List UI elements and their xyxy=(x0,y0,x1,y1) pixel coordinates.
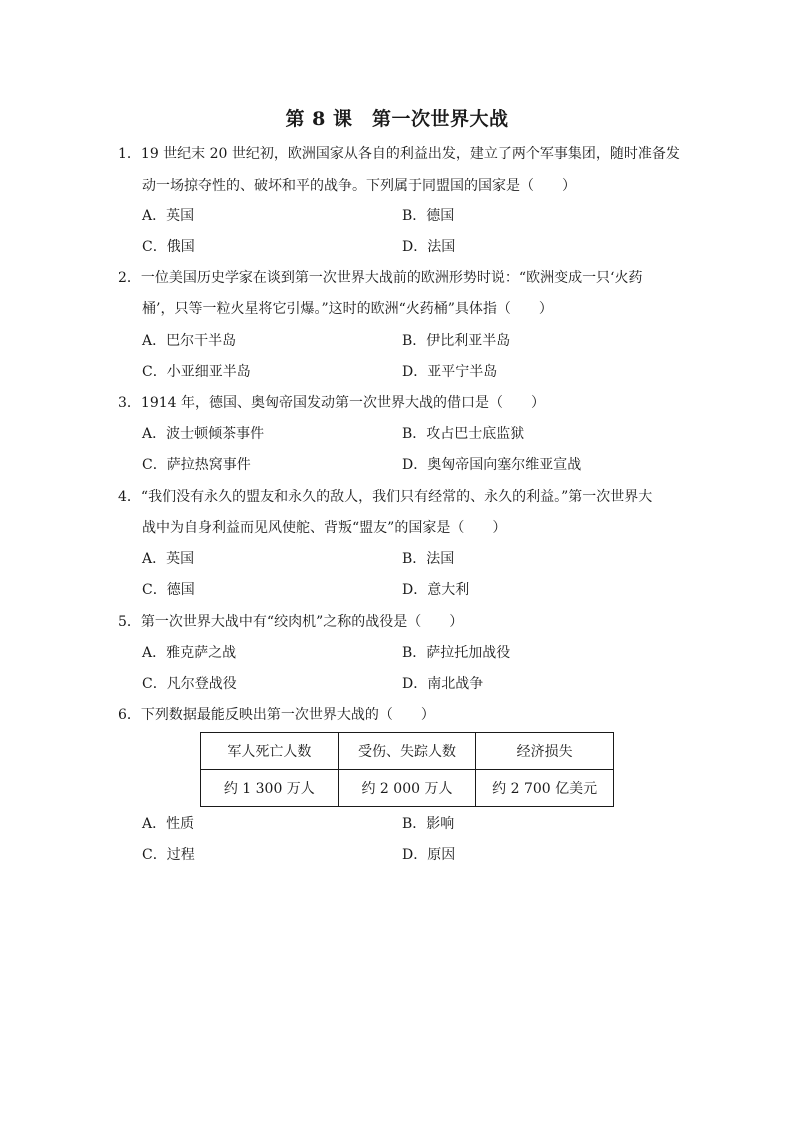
question-4-stem-line-1: 4．“我们没有永久的盟友和永久的敌人，我们只有经常的、永久的利益。”第一次世界大 xyxy=(118,489,653,505)
question-2-stem-line-1: 2．一位美国历史学家在谈到第一次世界大战前的欧洲形势时说：“欧洲变成一只‘火药 xyxy=(118,270,643,286)
table-header-row xyxy=(201,733,614,770)
question-1-stem-line-1: 1．19 世纪末 20 世纪初，欧洲国家从各自的利益出发，建立了两个军事集团，随时准备发 xyxy=(118,146,680,162)
question-2-option-b: B．伊比利亚半岛 xyxy=(402,333,511,349)
question-4-stem-line-2: 战中为自身利益而见风使舵、背叛“盟友”的国家是（ ） xyxy=(142,520,507,536)
table-cell: 约 1 300 万人 xyxy=(201,770,339,807)
table-row xyxy=(201,770,614,807)
question-2-stem-line-2: 桶’，只等一粒火星将它引爆。”这时的欧洲“火药桶”具体指（ ） xyxy=(142,301,553,317)
table-header-cell: 受伤、失踪人数 xyxy=(338,733,476,770)
question-3-option-c: C．萨拉热窝事件 xyxy=(142,457,251,473)
question-2-option-c: C．小亚细亚半岛 xyxy=(142,364,251,380)
question-4-option-b: B．法国 xyxy=(402,551,455,567)
question-6-option-c: C．过程 xyxy=(142,847,195,863)
question-3-option-b: B．攻占巴士底监狱 xyxy=(402,426,525,442)
question-3-stem-line-1: 3．1914 年，德国、奥匈帝国发动第一次世界大战的借口是（ ） xyxy=(118,395,545,411)
question-1-stem-line-2: 动一场掠夺性的、破坏和平的战争。下列属于同盟国的国家是（ ） xyxy=(142,178,576,194)
question-5-option-c: C．凡尔登战役 xyxy=(142,676,237,692)
question-6-option-d: D．原因 xyxy=(402,847,456,863)
table-header-cell: 经济损失 xyxy=(476,733,614,770)
question-4-option-c: C．德国 xyxy=(142,582,195,598)
question-6-stem-line-1: 6．下列数据最能反映出第一次世界大战的（ ） xyxy=(118,707,435,723)
question-1-option-d: D．法国 xyxy=(402,239,456,255)
question-5-option-a: A．雅克萨之战 xyxy=(142,645,237,661)
page-title: 第 8 课 第一次世界大战 xyxy=(285,108,509,130)
question-3-option-d: D．奥匈帝国向塞尔维亚宣战 xyxy=(402,457,582,473)
table-cell: 约 2 700 亿美元 xyxy=(476,770,614,807)
question-4-option-a: A．英国 xyxy=(142,551,195,567)
question-1-option-c: C．俄国 xyxy=(142,239,195,255)
table-header-cell: 军人死亡人数 xyxy=(201,733,339,770)
question-5-stem-line-1: 5．第一次世界大战中有“绞肉机”之称的战役是（ ） xyxy=(118,614,464,630)
casualty-data-table xyxy=(200,732,614,807)
question-6-option-b: B．影响 xyxy=(402,816,455,832)
question-3-option-a: A．波士顿倾茶事件 xyxy=(142,426,265,442)
question-2-option-d: D．亚平宁半岛 xyxy=(402,364,498,380)
question-5-option-b: B．萨拉托加战役 xyxy=(402,645,511,661)
question-1-option-b: B．德国 xyxy=(402,208,455,224)
question-2-option-a: A．巴尔干半岛 xyxy=(142,333,237,349)
question-5-option-d: D．南北战争 xyxy=(402,676,484,692)
question-1-option-a: A．英国 xyxy=(142,208,195,224)
table-cell: 约 2 000 万人 xyxy=(338,770,476,807)
question-4-option-d: D．意大利 xyxy=(402,582,470,598)
question-6-option-a: A．性质 xyxy=(142,816,195,832)
